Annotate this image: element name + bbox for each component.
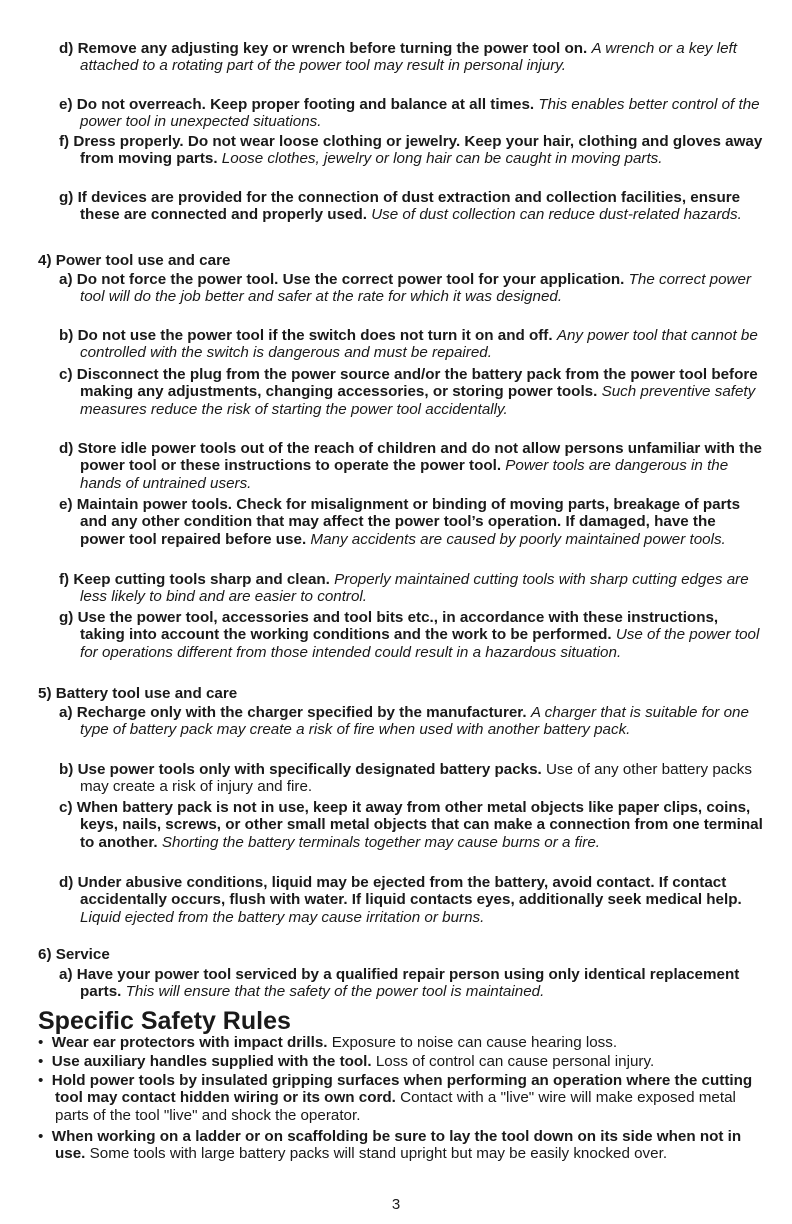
rule-regular-text: Some tools with large battery packs will stand upright but may be easily knocked over.	[89, 1145, 668, 1163]
rule-bold-text: Wear ear protectors with impact drills.	[51, 1034, 328, 1051]
rule-italic-text: Use of the power tool for operations different from those intended could result in a hazardous situation.	[80, 626, 760, 661]
rule-item: d) Under abusive conditions, liquid may be ejected from the battery, avoid contact. If contact accidentally occurs, flush with water. If liquid contacts eyes, additionally seek medical help. Liquid ejected from the battery may cause irritation or burns.	[59, 874, 742, 926]
bullet-icon: •	[38, 1072, 44, 1089]
rule-italic-text: The correct power tool will do the job better and safer at the rate for which it was designed.	[80, 271, 752, 306]
rule-bold-text: Do not use the power tool if the switch does not turn it on and off.	[77, 327, 553, 344]
rule-regular-text: Exposure to noise can cause hearing loss.	[331, 1034, 618, 1051]
rule-item: g) If devices are provided for the connection of dust extraction and collection facilities, ensure these are connected and properly used. Use of dust collection can reduce dust-related hazards.	[59, 189, 742, 224]
specific-safety-rules-heading: Specific Safety Rules	[38, 1007, 291, 1035]
bullet-item	[0, 1053, 764, 1070]
bullet-item	[0, 1034, 764, 1051]
rule-bold-text: When working on a ladder or on scaffolding be sure to lay the tool down on its side when not in use.	[51, 1128, 742, 1163]
rule-italic-text: Use of dust collection can reduce dust-related hazards.	[371, 206, 742, 224]
rule-item: e) Do not overreach. Keep proper footing and balance at all times. This enables better control of the power tool in unexpected situations.	[59, 96, 760, 131]
rule-bold-text: Remove any adjusting key or wrench before turning the power tool on.	[77, 40, 588, 57]
rule-italic-text: This will ensure that the safety of the power tool is maintained.	[125, 983, 545, 1001]
section-heading: 6) Service	[38, 946, 110, 963]
rule-item: a) Recharge only with the charger specified by the manufacturer. A charger that is suitable for one type of battery pack may create a risk of fire when used with another battery pack.	[59, 704, 749, 739]
bullet-item	[0, 1128, 764, 1163]
rule-item: a) Have your power tool serviced by a qualified repair person using only identical replacement parts. This will ensure that the safety of the power tool is maintained.	[59, 966, 740, 1001]
rule-item: b) Do not use the power tool if the switch does not turn it on and off. Any power tool that cannot be controlled with the switch is dangerous and must be repaired.	[59, 327, 758, 362]
rule-item: c) When battery pack is not in use, keep it away from other metal objects like paper clips, coins, keys, nails, screws, or other small metal objects that can make a connection from one terminal to another. Shorting the battery terminals together may cause burns or a fire.	[59, 799, 763, 851]
rule-bold-text: If devices are provided for the connection of dust extraction and collection facilities, ensure these are connected and properly used.	[77, 189, 741, 224]
rule-item: e) Maintain power tools. Check for misalignment or binding of moving parts, breakage of parts and any other condition that may affect the power tool’s operation. If damaged, have the power tool repaired before use. Many accidents are caused by poorly maintained power tools.	[59, 496, 741, 548]
rule-italic-text: Power tools are dangerous in the hands of untrained users.	[80, 457, 729, 492]
rule-bold-text: Use auxiliary handles supplied with the tool.	[51, 1053, 372, 1070]
rule-italic-text: Liquid ejected from the battery may cause irritation or burns.	[80, 908, 485, 926]
rule-italic-text: Many accidents are caused by poorly maintained power tools.	[310, 530, 726, 548]
bullet-icon: •	[38, 1053, 44, 1070]
rule-item: b) Use power tools only with specifically designated battery packs. Use of any other battery packs may create a risk of injury and fire.	[59, 761, 752, 796]
bullet-item	[0, 1072, 764, 1124]
bullet-icon: •	[38, 1034, 44, 1051]
rule-italic-text: A wrench or a key left attached to a rotating part of the power tool may result in personal injury.	[80, 40, 737, 75]
rule-bold-text: Use power tools only with specifically designated battery packs.	[77, 761, 542, 778]
rule-regular-text: Use of any other battery packs may create a risk of injury and fire.	[80, 761, 752, 796]
section-heading: 4) Power tool use and care	[38, 252, 231, 269]
rule-italic-text: Properly maintained cutting tools with sharp cutting edges are less likely to bind and are easier to control.	[80, 571, 749, 606]
section-heading: 5) Battery tool use and care	[38, 685, 238, 702]
page-number: 3	[391, 1196, 401, 1213]
rule-italic-text: Loose clothes, jewelry or long hair can be caught in moving parts.	[221, 150, 663, 168]
rule-italic-text: A charger that is suitable for one type of battery pack may create a risk of fire when used with another battery pack.	[80, 704, 749, 739]
rule-item: a) Do not force the power tool. Use the correct power tool for your application. The correct power tool will do the job better and safer at the rate for which it was designed.	[59, 271, 752, 306]
rule-regular-text: Contact with a "live" wire will make exposed metal parts of the tool "live" and shock the operator.	[55, 1089, 736, 1124]
rule-bold-text: Disconnect the plug from the power source and/or the battery pack from the power tool before making any adjustments, changing accessories, or storing power tools.	[76, 366, 758, 401]
rule-regular-text: Loss of control can cause personal injury.	[375, 1053, 655, 1070]
rule-item: f) Dress properly. Do not wear loose clothing or jewelry. Keep your hair, clothing and gloves away from moving parts. Loose clothes, jewelry or long hair can be caught in moving parts.	[59, 133, 763, 168]
rule-bold-text: Under abusive conditions, liquid may be ejected from the battery, avoid contact. If contact accidentally occurs, flush with water. If liquid contacts eyes, additionally seek medical help.	[77, 874, 742, 909]
rule-bold-text: When battery pack is not in use, keep it away from other metal objects like paper clips, coins, keys, nails, screws, or other small metal objects that can make a connection from one terminal to another.	[76, 799, 763, 851]
rule-item: f) Keep cutting tools sharp and clean. Properly maintained cutting tools with sharp cutting edges are less likely to bind and are easier to control.	[59, 571, 749, 606]
bullet-icon: •	[38, 1128, 44, 1145]
rule-bold-text: Do not force the power tool. Use the correct power tool for your application.	[76, 271, 625, 288]
rule-italic-text: Such preventive safety measures reduce the risk of starting the power tool accidentally.	[80, 383, 756, 418]
rule-italic-text: Shorting the battery terminals together may cause burns or a fire.	[161, 833, 600, 851]
rule-bold-text: Recharge only with the charger specified by the manufacturer.	[76, 704, 527, 721]
rule-bold-text: Do not overreach. Keep proper footing and balance at all times.	[76, 96, 535, 113]
rule-bold-text: Store idle power tools out of the reach of children and do not allow persons unfamiliar with the power tool or these instructions to operate the power tool.	[77, 440, 762, 475]
rule-bold-text: Hold power tools by insulated gripping surfaces when performing an operation where the cutting tool may contact hidden wiring or its own cord.	[51, 1072, 753, 1107]
rule-bold-text: Use the power tool, accessories and tool bits etc., in accordance with these instructions, taking into account the working conditions and the work to be performed.	[77, 609, 719, 644]
rule-bold-text: Dress properly. Do not wear loose clothing or jewelry. Keep your hair, clothing and gloves away from moving parts.	[73, 133, 763, 168]
rule-bold-text: Keep cutting tools sharp and clean.	[73, 571, 330, 588]
rule-italic-text: This enables better control of the power tool in unexpected situations.	[80, 96, 760, 131]
rule-bold-text: Maintain power tools. Check for misalignment or binding of moving parts, breakage of parts and any other condition that may affect the power tool’s operation. If damaged, have the power tool repaired before use.	[76, 496, 741, 548]
rule-item: g) Use the power tool, accessories and tool bits etc., in accordance with these instructions, taking into account the working conditions and the work to be performed. Use of the power tool for operations different from those intended could result in a hazardous situation.	[59, 609, 760, 661]
rule-item: d) Store idle power tools out of the reach of children and do not allow persons unfamiliar with the power tool or these instructions to operate the power tool. Power tools are dangerous in the hands of untrained users.	[59, 440, 762, 492]
rule-item: c) Disconnect the plug from the power source and/or the battery pack from the power tool before making any adjustments, changing accessories, or storing power tools. Such preventive safety measures reduce the risk of starting the power tool accidentally.	[59, 366, 758, 418]
rule-bold-text: Have your power tool serviced by a qualified repair person using only identical replacement parts.	[76, 966, 740, 1001]
rule-italic-text: Any power tool that cannot be controlled with the switch is dangerous and must be repaired.	[80, 327, 758, 362]
rule-item: d) Remove any adjusting key or wrench before turning the power tool on. A wrench or a key left attached to a rotating part of the power tool may result in personal injury.	[59, 40, 737, 75]
